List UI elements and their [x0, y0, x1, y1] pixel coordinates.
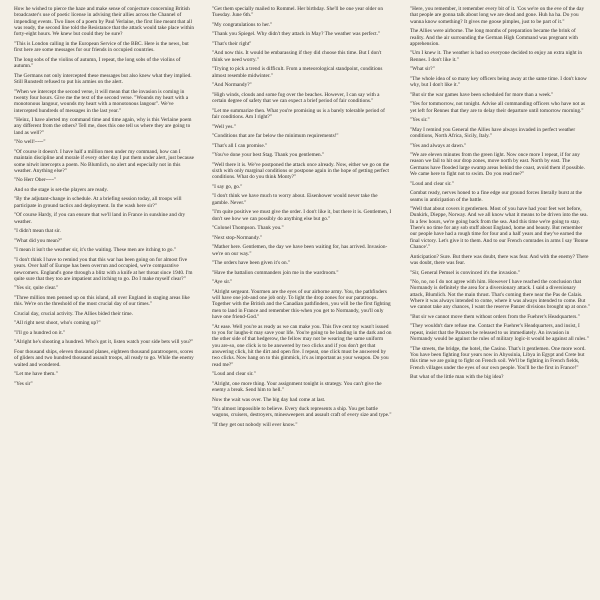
text-paragraph: "Yes for tommorrow, not tonight. Advise all commanding officers who have not as yet left for Rennes that they are to delay their departure until tomorrow morning." — [410, 101, 586, 114]
text-paragraph: "We are eleven minutes from the green light. Now once more I repeat, if for any reason we fail to hit our drop zones, move north by east. North by east. The Germans have flooded large swamp areas behind the coast, avoid them if possible. We came here to fight not to swim. Do you read me?" — [410, 152, 585, 178]
text-paragraph: "No Herr Ober~~~" — [14, 177, 57, 184]
text-paragraph: "By the adjutant-change in schedule. At a briefing session today, all troops will participate in ground tactics and deployment. In the wash here sir?" — [14, 196, 182, 209]
text-paragraph: "Of course Hardy, if you can ensure that we'll land in France in sunshine and dry weather. — [14, 212, 186, 225]
text-paragraph: Now the wait was over. The big day had come at last. — [212, 396, 326, 403]
text-paragraph: "Conditions that are far below the minimum requirements!" — [212, 133, 339, 140]
text-paragraph: "No, no, no I do not agree with him. However I have reached the conclusion that Normandy is definitely the area for a diversionary attack. I said a diversionary attack, Blumlich. Not the main thrust. That's coming there near the Pas de Calais. Where it was always intended to come, where it was always intended to come. But we cannot take any chances, I want the reserve Panzer divisions brought up at once." — [410, 279, 590, 311]
text-paragraph: "But sir the war games have been scheduled for more than a week." — [410, 91, 554, 98]
text-paragraph: "Yes sir, quite clear." — [14, 285, 59, 292]
text-paragraph: "But sir we cannot move them without orders from the Fuehrer's Headquarters." — [410, 313, 580, 320]
text-paragraph: The Germans not only intercepted these messages but also knew what they implied. Still Runstedt refused to put his armies on the alert. — [14, 72, 192, 85]
text-paragraph: "Sir, General Pemsel is convinced it's the invasion." — [410, 269, 521, 276]
text-paragraph: "When we intercept the second verse, it will mean that the invasion is coming in twenty four hours. Give me the text of the second verse. "Wounds my heart with a monotonous langour, wounds my heart with a monotonous langour". We've intercepted hundreds of messages in the last year." — [14, 88, 189, 114]
text-paragraph: "Colonel Thompson. Thank you." — [212, 225, 284, 232]
text-paragraph: "Well there it is. We've postponed the attack once already. Now, either we go on the sixth with only marginal conditions or postpone again in the hope of getting perfect conditions. What do you think Monty?" — [212, 161, 390, 181]
text-paragraph: "Aye sir." — [212, 279, 233, 286]
text-columns — [14, 6, 590, 600]
text-paragraph: "I don't think we have much to worry about. Eisenhower would never take the gamble. Never." — [212, 193, 378, 206]
text-paragraph: "If they get out nobody will ever know." — [212, 421, 298, 428]
text-paragraph: "The whole idea of so many key officers being away at the same time. I don't know why, but I don't like it." — [410, 75, 587, 89]
text-paragraph: "Thank you Spiegel. Why didn't they attack in May? The weather was perfect." — [212, 31, 381, 38]
text-paragraph: But what of the little man with the big idea? — [410, 374, 504, 381]
text-paragraph: How he wished to pierce the haze and make sense of conjecture concerning British broadcaster's use of poetic license in advising their allies across the Channel of impending events. Two lines of a poem by Paul Verlaine, the first line meant that all was ready, the second line told the Resistance that the attack would take place within forty-eight hours. We knew but could they be sure? — [14, 6, 194, 38]
text-paragraph: "It's almost impossible to believe. Every duck represents a ship. You get battle wagons, cruisers, destroyers, minesweepers and assault craft of every size and type." — [212, 406, 392, 419]
text-paragraph: "Get them specially mailed to Rommel. Her birthday. She'll be one year older on Tuesday. June 6th." — [212, 6, 383, 19]
text-paragraph: "My congratulations to her." — [212, 21, 273, 28]
text-paragraph: "I mean it isn't the weather sir, it's the waiting. These men are itching to go." — [14, 247, 177, 254]
text-paragraph: "Yes and always at dawn." — [410, 142, 467, 149]
text-paragraph: "I say go, go." — [212, 183, 243, 190]
column-left — [14, 6, 194, 600]
text-paragraph: "Alright, one more thing. Your assignment tonight is strategy. You can't give the enemy a break. Send him to hell." — [212, 380, 382, 394]
text-paragraph: "Loud and clear sir." — [212, 371, 256, 378]
text-paragraph: "What sir?" — [410, 66, 435, 73]
text-paragraph: "What did you mean?" — [14, 237, 63, 244]
text-paragraph: "All right next shoot, who's coming up?" — [14, 320, 101, 327]
text-paragraph: "I'll go a hundred on it." — [14, 329, 66, 336]
text-paragraph: "Alright sergeant. Yourmen are the eyes of our airborne army. You, the pathfinders will have one job-and one job only. To light the drop zones for our paratroops. Together with the British and the Canadian pathfinders, you will be the first fighting men to land in France and remember this-when you get to Normandy, you'll only have one friend-God." — [212, 288, 391, 321]
text-paragraph: "High winds, clouds and some fog over the beaches. However, I can say with a certain degree of safety that we can expect a brief period of fair conditions." — [212, 91, 380, 105]
text-paragraph: Combat ready, nerves honed to a fine edge our ground forces literally burst at the seams in anticipation of the battle. — [410, 190, 583, 203]
text-paragraph: "They wouldn't dare refuse me. Contact the Fuehrer's Headquarters, and insist, I repeat, insist that the Panzers be released to us immediately. An invasion in Normandy would be against the rules of military logic-it would be against all rules." — [410, 323, 589, 343]
text-paragraph: "The orders have been given it's on." — [212, 260, 291, 267]
text-paragraph: "No well!~~~" — [14, 139, 46, 146]
text-paragraph: "Heinz, I have alerted my command time and time again, why is this Verlaine poem any different from the others? Tell me, does this one tell us where they are going to land as well?" — [14, 117, 192, 136]
text-paragraph: "You've done your best Stag. Thank you gentlemen." — [212, 152, 325, 159]
text-paragraph: "I don't think I have to remind you that this war has been going on for almost five years. Over half of Europe has been overrun and occupied, we're comparative newcomers. England's gone through a blitz with a knife at her throat since 1940. I'm quite sure that they too are impatient and itching to go. Do I make myself clear?" — [14, 256, 193, 282]
text-paragraph: "The streets, the bridge, the hotel, the Casino. That's it gentlemen. One more word. You have been fighting four years now in Abyssinia, Libya in Egypt and Crete but this time we are going to fight on French soil. We'll be fighting in French fields, French villages under the eyes of our own people. You'll be the first in France!" — [410, 345, 586, 371]
text-paragraph: "And Normandy?" — [212, 82, 252, 89]
text-paragraph: "Have the battalion commanders join me in the wardroom." — [212, 269, 339, 276]
text-paragraph: "Here, you remember, it remember every bit of it. 'Cos we're on the eve of the day that people are gonna talk about long we are dead and gone. Huh ha ha. Do you wanna know something? It gives me goose pimples, just to be part of it." — [410, 6, 585, 25]
text-paragraph: Crucial day, crucial activity. The Allies bided their time. — [14, 310, 133, 317]
text-paragraph: "Yes sir." — [410, 117, 430, 124]
text-paragraph: "Mather here. Gentlemen, the day we have been waiting for, has arrived. Invasion-we're on our way." — [212, 244, 388, 257]
text-paragraph: "Let me summarize then. What you're promising us is a barely tolerable period of fair conditions. Am I right?" — [212, 107, 385, 120]
text-paragraph: "Let me have them." — [14, 371, 58, 378]
text-paragraph: "May I remind you General the Allies have always invaded in perfect weather conditions, North Africa, Sicily, Italy." — [410, 126, 576, 139]
column-middle — [212, 6, 392, 600]
text-paragraph: "Of course it doesn't. I have half a million men under my command, how can I maintain discipline and morale if every other day I put them under alert, just because some nitwit intercepts a poem. No Blumlich, no alert and especially not in this weather. Anything else?" — [14, 148, 194, 174]
text-paragraph: Anticipation? Sure. But there was doubt, there was fear. And with the enemy? There was doubt, there was fear. — [410, 253, 589, 266]
text-paragraph: "That's all I can promise." — [212, 142, 268, 149]
text-paragraph: "Next stop-Normandy." — [212, 234, 263, 241]
text-paragraph: "Three million men penned up on this island, all over England in staging areas like this. We're on the threshold of the most crucial day of our times." — [14, 294, 190, 308]
text-paragraph: "Yes sir" — [14, 380, 33, 387]
text-paragraph: "Trying to pick a trend is difficult. From a meteorological standpoint, conditions almost resemble midwinter." — [212, 66, 383, 79]
text-paragraph: "And now this. It would be embarassing if they did choose this time. But I don't think we need worry." — [212, 50, 382, 63]
text-paragraph: The long sobs of the violins of autumn, I repeat, the long sobs of the violins of autumn." — [14, 56, 181, 70]
text-paragraph: "Well that about covers it gentlemen. Most of you have had your feet wet before, Dunkirk, Dieppe, Norway. And we all know what it means to be driven into the sea. In a few hours, we're going back from the sea. And this time we're going to stay. There's no time for any sob stuff about England, home and beauty. But remember our people have had a rough time for four and a half years and they've earned the final victory. Let's give it to them. And to our French comrades in arms I say 'Bonne Chance'." — [410, 206, 589, 251]
text-paragraph: Four thousand ships, eleven thousand planes, eighteen thousand paratroopers, scores of gliders and two hundred thousand assault troops, all ready to go. While the enemy waited and wondered. — [14, 348, 194, 368]
text-paragraph: "Loud and clear sir." — [410, 180, 454, 187]
text-paragraph: "At ease. Well you're as ready as we can make you. This five cent toy wasn't issued to you for laughs-it may save your life. You're going to be landing in the dark and on the other side of that hedgerow, the fellow may not be wearing the same uniform you are-so, one click is to be answered by two clicks and if you don't get that answering click, hit the dirt and open fire. I repeat, one click must be answered by two clicks. Now hang on to this gimmick, it's as important as your weapon. Do you read me?" — [212, 323, 392, 368]
text-paragraph: "This is London calling in the European Service of the BBC. Here is the news, but first here are some messages for our friends in occupied countries. — [14, 40, 189, 54]
text-paragraph: "Well yes." — [212, 123, 236, 130]
text-paragraph: And so the stage is set-the players are ready. — [14, 186, 109, 193]
column-right — [410, 6, 590, 600]
text-paragraph: "Um I knew it. The weather is bad so everyone decided to enjoy an extra night in Rennes. I don't like it." — [410, 50, 583, 63]
text-paragraph: "Alright he's shooting a hundred. Who's got it, listen watch your side bets will you?" — [14, 339, 194, 346]
text-paragraph: The Allies were airborne. The long months of preparation became the brink of reality. And the air surrounding the German High Command was pregnant with apprehension. — [410, 28, 578, 47]
text-paragraph: "That's their right" — [212, 40, 252, 47]
text-paragraph: "I'm quite positive we must give the order. I don't like it, but there it is. Gentlemen, I don't see how we can possibly do anything else but go." — [212, 209, 392, 222]
text-paragraph: "I didn't mean that sir. — [14, 228, 61, 235]
